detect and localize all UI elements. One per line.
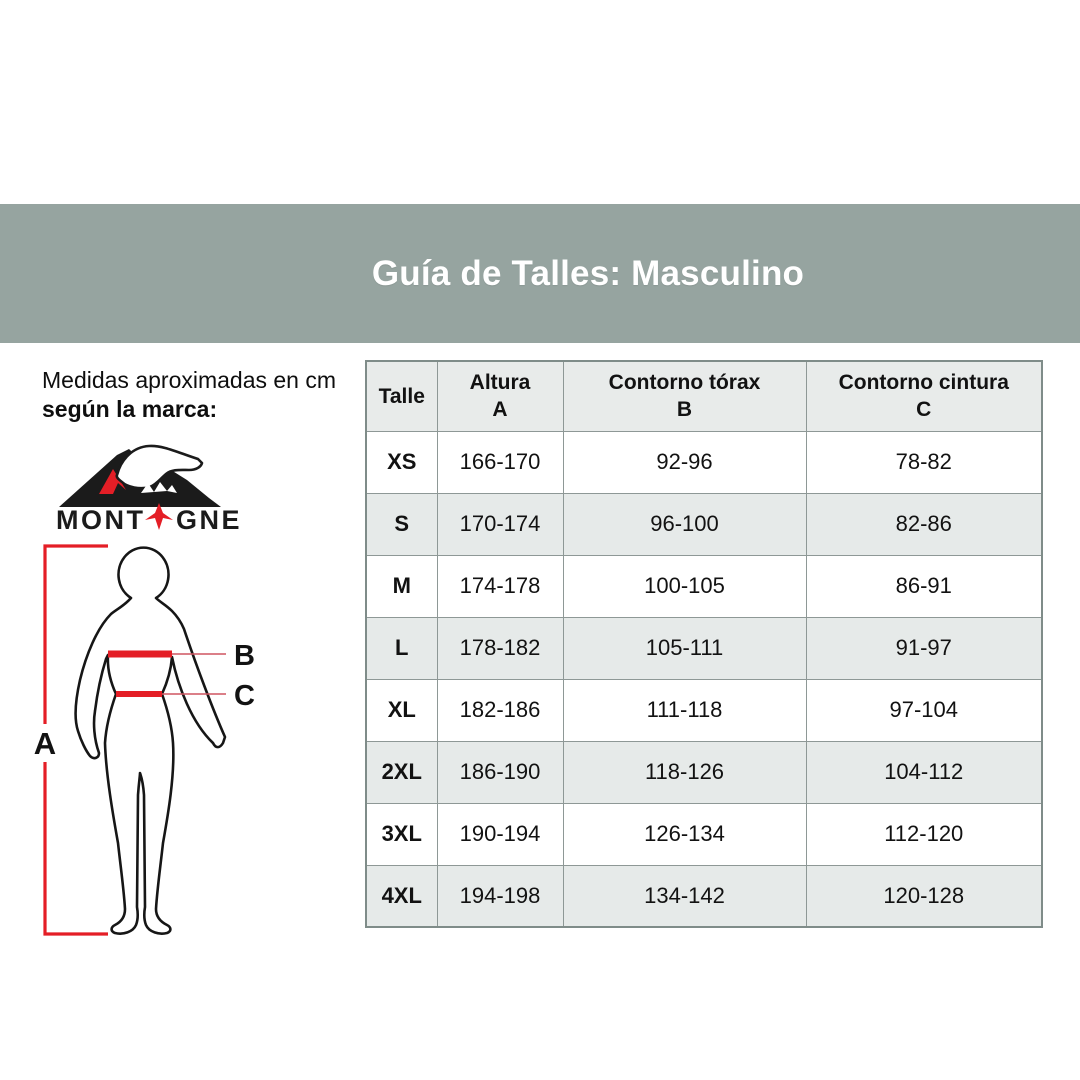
measurement-cell: 174-178 xyxy=(437,555,563,617)
col-sublabel: B xyxy=(676,398,693,422)
table-row xyxy=(366,865,1042,927)
col-header-talle xyxy=(366,361,437,431)
size-table xyxy=(365,360,1043,928)
size-label-cell: 4XL xyxy=(366,865,437,927)
col-header-altura xyxy=(437,361,563,431)
size-label-cell: XS xyxy=(366,431,437,493)
measurement-cell: 120-128 xyxy=(806,865,1042,927)
measurement-cell: 126-134 xyxy=(563,803,806,865)
measurement-cell: 78-82 xyxy=(806,431,1042,493)
col-label: Contorno tórax xyxy=(608,370,761,394)
size-table-body xyxy=(366,431,1042,927)
measurement-cell: 112-120 xyxy=(806,803,1042,865)
col-sublabel: C xyxy=(916,398,932,422)
col-header-cintura xyxy=(806,361,1042,431)
measurement-cell: 105-111 xyxy=(563,617,806,679)
col-label: Talle xyxy=(378,384,425,408)
table-row xyxy=(366,555,1042,617)
body-measurement-diagram xyxy=(20,525,360,957)
col-header-torax xyxy=(563,361,806,431)
body-outline xyxy=(76,548,225,934)
measurement-note xyxy=(42,366,336,424)
size-label-cell: 2XL xyxy=(366,741,437,803)
size-label-cell: M xyxy=(366,555,437,617)
measurement-cell: 194-198 xyxy=(437,865,563,927)
measurement-cell: 178-182 xyxy=(437,617,563,679)
size-label-cell: S xyxy=(366,493,437,555)
note-line-2: según la marca: xyxy=(42,396,218,422)
measurement-cell: 190-194 xyxy=(437,803,563,865)
page-title: Guía de Talles: Masculino xyxy=(371,253,805,293)
measurement-cell: 166-170 xyxy=(437,431,563,493)
table-row xyxy=(366,431,1042,493)
table-row xyxy=(366,803,1042,865)
col-sublabel: A xyxy=(492,398,508,422)
measurement-cell: 82-86 xyxy=(806,493,1042,555)
table-row xyxy=(366,741,1042,803)
measurement-cell: 97-104 xyxy=(806,679,1042,741)
label-a: A xyxy=(33,726,57,761)
wordmark-mont: MONT xyxy=(56,505,146,534)
measurement-cell: 118-126 xyxy=(563,741,806,803)
size-label-cell: 3XL xyxy=(366,803,437,865)
table-header-row xyxy=(366,361,1042,431)
measurement-cell: 134-142 xyxy=(563,865,806,927)
size-label-cell: XL xyxy=(366,679,437,741)
note-line-1: Medidas aproximadas en cm xyxy=(42,367,337,393)
measurement-cell: 170-174 xyxy=(437,493,563,555)
measurement-cell: 91-97 xyxy=(806,617,1042,679)
col-label: Contorno cintura xyxy=(838,370,1009,394)
table-row xyxy=(366,679,1042,741)
col-label: Altura xyxy=(469,370,531,394)
measurement-cell: 100-105 xyxy=(563,555,806,617)
table-row xyxy=(366,617,1042,679)
wordmark-gne: GNE xyxy=(176,505,243,534)
title-banner xyxy=(0,204,1080,343)
label-b: B xyxy=(234,640,255,672)
measurement-cell: 111-118 xyxy=(563,679,806,741)
measurement-cell: 92-96 xyxy=(563,431,806,493)
table-row xyxy=(366,493,1042,555)
size-label-cell: L xyxy=(366,617,437,679)
measurement-cell: 182-186 xyxy=(437,679,563,741)
measurement-cell: 86-91 xyxy=(806,555,1042,617)
label-c: C xyxy=(234,680,255,712)
measurement-cell: 96-100 xyxy=(563,493,806,555)
measurement-cell: 104-112 xyxy=(806,741,1042,803)
montagne-logo xyxy=(55,430,255,534)
measurement-cell: 186-190 xyxy=(437,741,563,803)
